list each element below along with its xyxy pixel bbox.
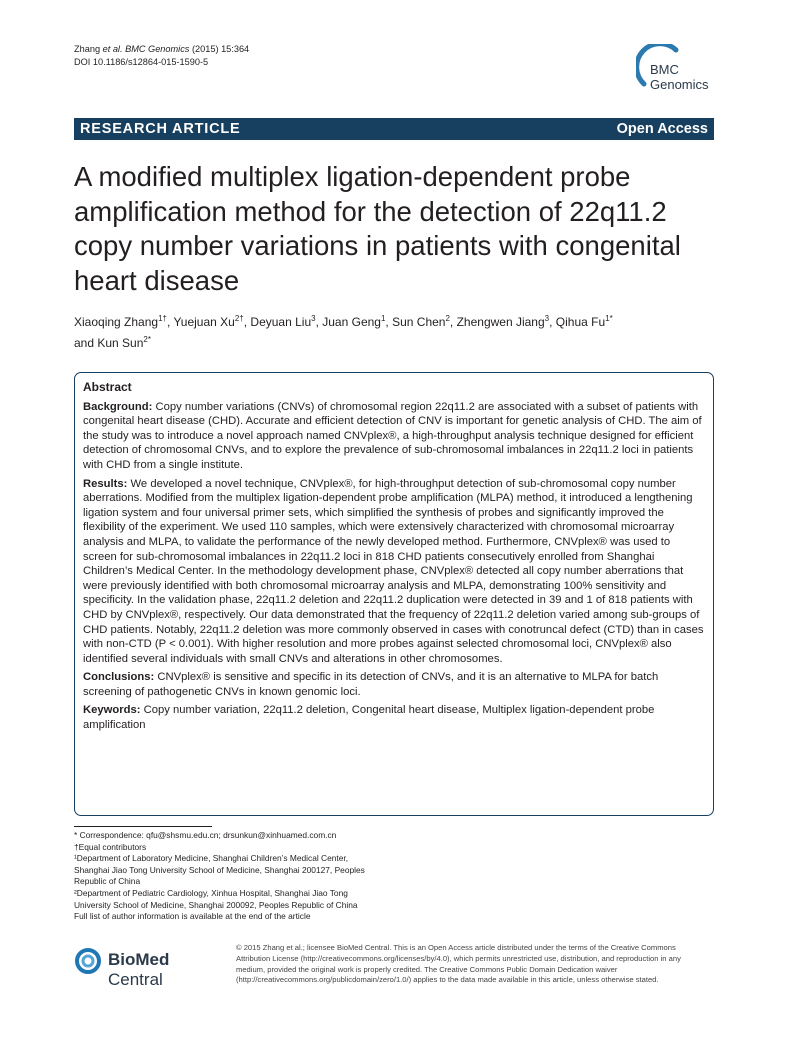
journal-logo — [636, 44, 726, 94]
author[interactable]: Sun Chen$^2$ — [392, 314, 450, 329]
author[interactable]: Zhengwen Jiang$^3$ — [456, 314, 550, 329]
author[interactable]: Kun Sun$^{2*}$ — [97, 335, 151, 350]
publisher-name: BioMed Central — [108, 950, 170, 989]
correspondence[interactable]: * Correspondence: qfu@shsmu.edu.cn; drsunkun@xinhuamed.com.cn — [74, 830, 337, 840]
open-access-label[interactable]: Open Access — [616, 121, 708, 137]
footnote-line: University School of Medicine, Shanghai 200092, Peoples Republic of China — [74, 899, 358, 910]
article-type-banner — [74, 118, 714, 140]
author[interactable]: Qihua $Fu^{1*}$ — [555, 314, 613, 329]
abstract-conclusions: Conclusions: CNVplex® is sensitive and specific in its detection of CNVs, and it is an alternative to MLPA for batch screening of pathogenetic CNVs in known genomic loci. — [83, 671, 659, 698]
abstract-background: Background: Copy number variations (CNVs) of chromosomal region 22q11.2 are associated with a subset of patients with congenital heart disease (CHD). Accurate and efficient detection of CNV is important for genetic analysis of CHD. The aim of the study was to introduce a novel approach named CNVplex®, a high-throughput analysis technique designed for efficient detection of chromosomal CNVs, and to explore the prevalence of sub-chromosomal imbalances in 22q11.2 loci in patients with CHD from a single institute. — [83, 400, 702, 471]
citation-block — [74, 43, 249, 69]
article-type: RESEARCH ARTICLE — [80, 121, 241, 137]
publisher-logo[interactable] — [74, 947, 224, 989]
abstract-keywords: Keywords: Copy number variation, 22q11.2 deletion, Congenital heart disease, Multiplex ligation-dependent probe amplification — [83, 704, 655, 732]
biomed-swirl-icon — [74, 947, 106, 975]
doi[interactable]: DOI 10.1186/s12864-015-1590-5 — [74, 57, 209, 67]
abstract-results: Results: We developed a novel technique, CNVplex®, for high-throughput detection of sub-chromosomal copy number aberrations. Modified from the multiplex ligation-dependent probe amplification (MLPA) method, it introduced a lengthening ligation system and four universal primer sets, which simplified the synthesis of probes and significantly improved the flexibility of the experiment. We used 110 samples, which were extensively characterized with chromosomal microarray analysis and MLPA, to validate the performance of the newly developed method. Furthermore, CNVplex® was used to screen for sub-chromosomal imbalances in 22q11.2 loci in 818 CHD patients consecutively enrolled from Shanghai Children’s Medical Center. In the methodology development phase, CNVplex® detected all copy number aberrations that were previously identified with both chromosomal microarray analysis and MLPA, demonstrating 100% sensitivity and specificity. In the validation phase, 22q11.2 deletion and 22q11.2 duplication were detected in 39 and 1 of 818 patients with CHD by CNVplex®, respectively. Our data demonstrated that the frequency of 22q11.2 deletion varied among sub-groups of CHD patients. Notably, 22q11.2 deletion was more commonly observed in cases with conotruncal defect (CTD) than in cases with non-CTD (P < 0.001). With higher resolution and more probes against selected chromosomal loci, CNVplex® also identified several individuals with small CNVs and alterations in other chromosomes. — [83, 477, 704, 665]
author[interactable]: Yuejuan $Xu^{2\dagger}$ — [173, 314, 244, 329]
license-text: © 2015 Zhang et al.; licensee BioMed Central. This is an Open Access article distributed under the terms of the Creative Commons Attribution License (http://creativecommons.org/licenses/by/4.0), which permits unrestricted use, distribution, and reproduction in any medium, provided the original work is properly credited. The Creative Commons Public Domain Dedication waiver (http://creativecommons.org/publicdomain/zero/1.0/) applies to the data made available in this article, unless otherwise stated. — [236, 943, 681, 985]
article-title: A modified multiplex ligation-dependent probe amplification method for the detection of 22q11.2 copy number variations in patients with congenital heart disease — [74, 161, 681, 296]
citation-journal: et al. BMC Genomics — [102, 44, 190, 54]
citation-volume: (2015) 15:364 — [189, 44, 250, 54]
footnotes — [74, 826, 365, 923]
footnote-line: ²Department of Pediatric Cardiology, Xinhua Hospital, Shanghai Jiao Tong — [74, 887, 348, 898]
footnote-line: Full list of author information is available at the end of the article — [74, 911, 311, 922]
author-list: Xiaoqing Zhang$^{1\dagger}$, Yuejuan $Xu^{2\dagger}$, Deyuan Liu$^3$, Juan Geng$^1$, Sun Chen$^2$, Zhengwen Jiang$^3$, Qihua $Fu^{1*}$ and Kun Sun$^{2*}$ — [74, 314, 613, 350]
abstract-box — [74, 372, 714, 816]
author[interactable]: Juan Geng$^1$ — [322, 314, 386, 329]
citation-authors: Zhang — [74, 44, 103, 54]
logo-line-1: BMC — [650, 62, 679, 77]
abstract-heading: Abstract — [83, 380, 132, 394]
citation-line — [74, 43, 249, 56]
footnote-line: Shanghai Jiao Tong University School of Medicine, Shanghai 200127, Peoples — [74, 864, 365, 875]
footnote-line: ¹Department of Laboratory Medicine, Shanghai Children’s Medical Center, — [74, 853, 349, 864]
footnote-line: Republic of China — [74, 876, 141, 887]
logo-line-2: Genomics — [650, 77, 709, 92]
footnote-divider — [74, 826, 212, 827]
author[interactable]: Deyuan Liu$^3$ — [250, 314, 316, 329]
footnote-line: †Equal contributors — [74, 841, 147, 852]
author[interactable]: Xiaoqing Zhang$^{1\dagger}$ — [74, 314, 167, 329]
